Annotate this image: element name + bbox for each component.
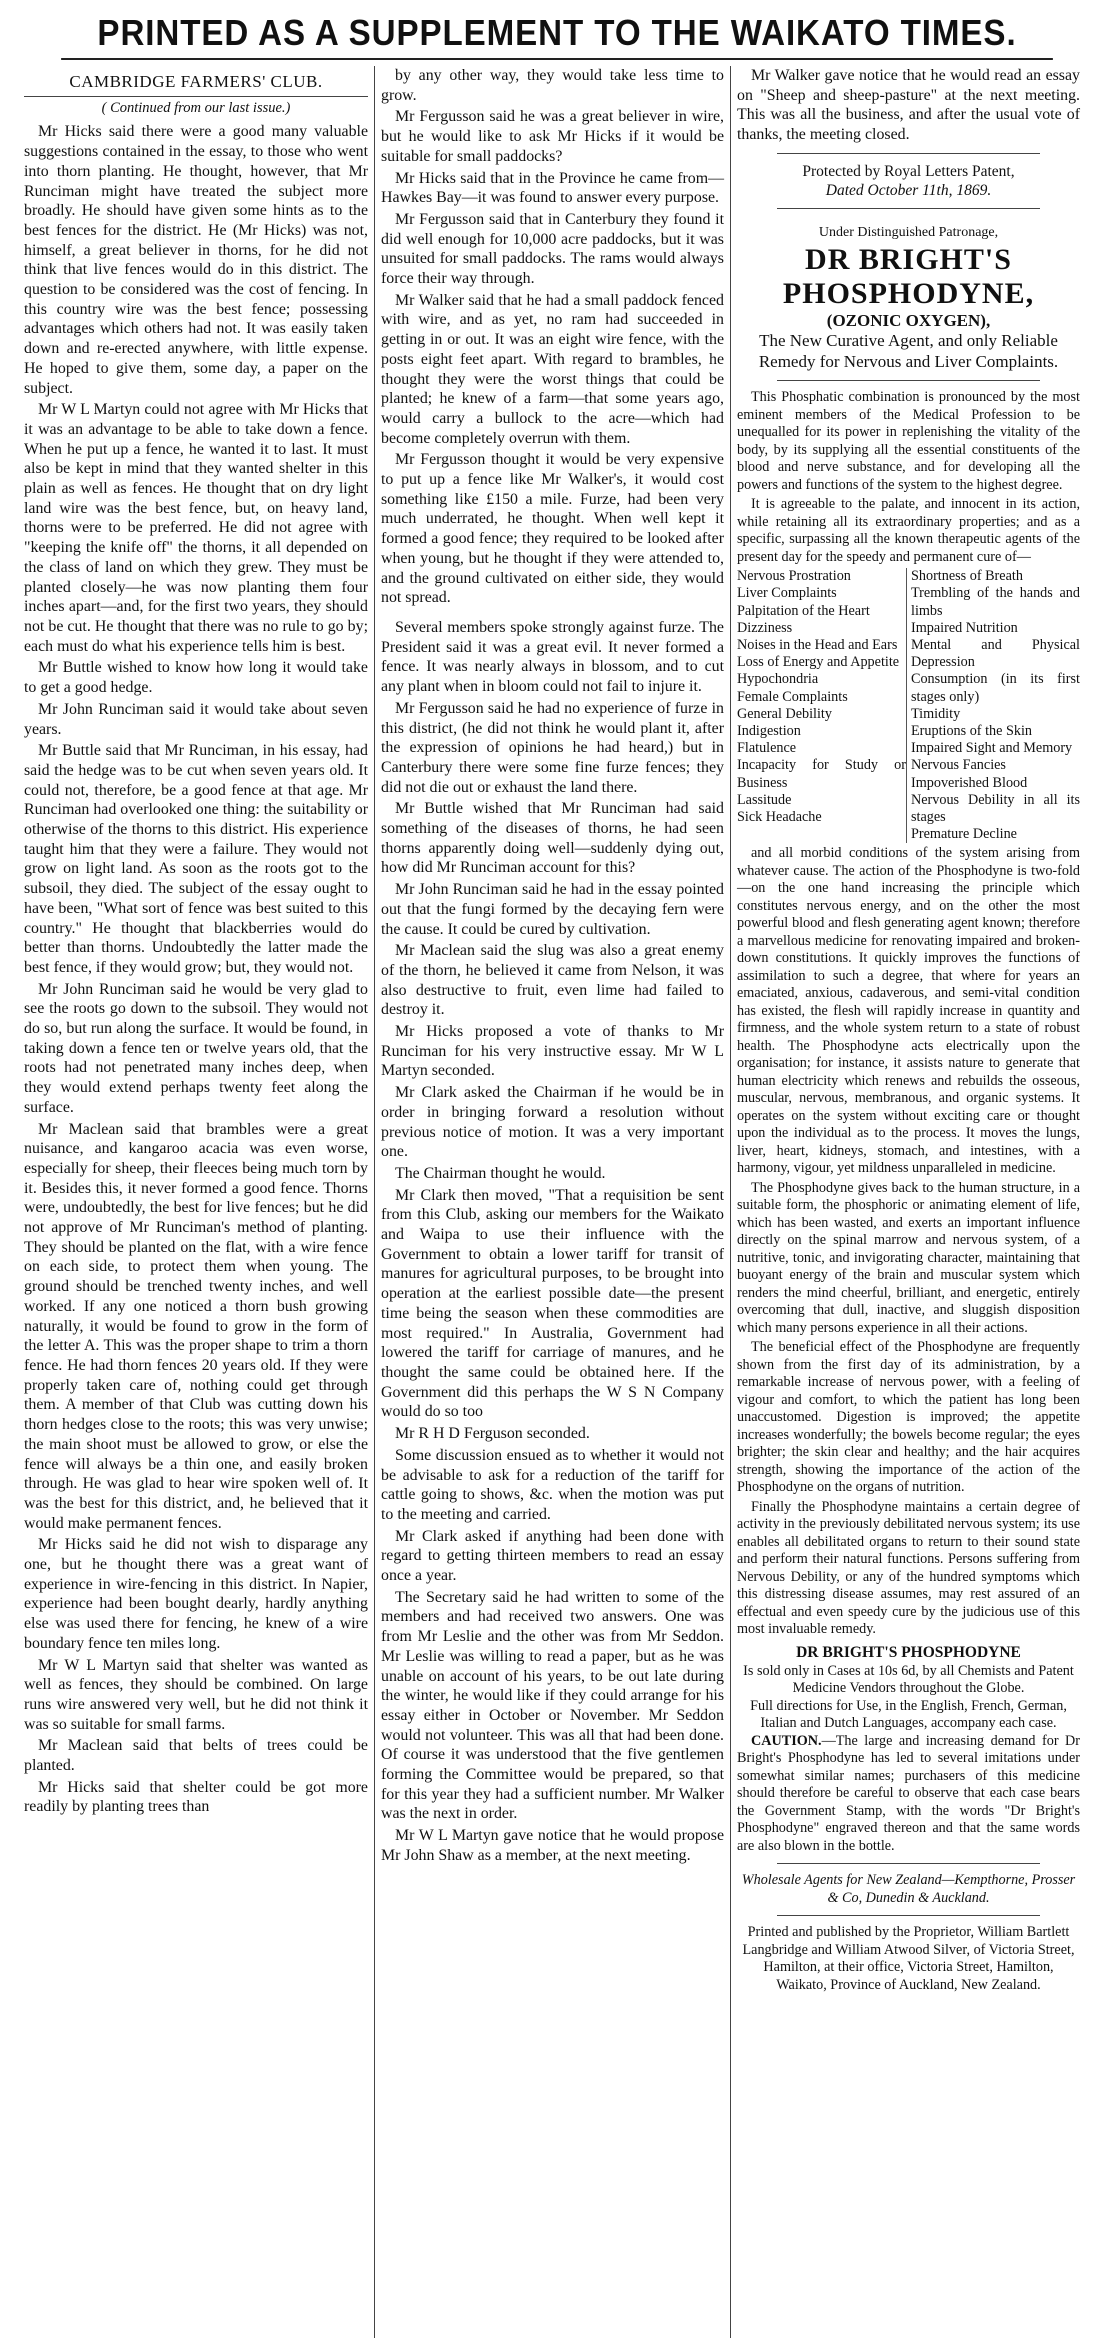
paragraph: The Secretary said he had written to some of the members and had received two answers. One was from Mr Leslie and the other was from Mr Seddon. Mr Leslie was willing to read a paper, but as he was unable on account of his years, to be out late during the winter, he would like if they could arrange for his essay either in October or November. Mr Seddon would not volunteer. This was all that had been done. Of course it was understood that the five gentlemen forming the Committee would be prepared, so that for this year they had a sufficient number. Mr Walker was the next in order. — [381, 1588, 724, 1823]
paragraph: Mr John Runciman said he had in the essay pointed out that the fungi formed by the decaying fern were the cause. It could be cured by cultivation. — [381, 881, 724, 938]
paragraph: Mr John Runciman said it would take about seven years. — [24, 700, 368, 738]
ailment-item: Nervous Debility in all its stages — [911, 791, 1080, 826]
ad-cases-title: DR BRIGHT'S PHOSPHODYNE — [796, 1643, 1021, 1661]
paragraph: Mr Clark asked if anything had been done with regard to getting thirteen members to read an essay once a year. — [381, 1527, 724, 1585]
ailment-item: Shortness of Breath — [911, 568, 1023, 585]
paragraph: Finally the Phosphodyne maintains a certain degree of activity in the previously debilitated nervous system; its use enables all debilitated organs to return to their sound state and perform their natural functions. Persons suffering from Nervous Debility, or any of the hundred symptoms which this distressing disease assumes, may rest assured of an effectual and even speedy cure by the judicious use of this most invaluable remedy. — [737, 1498, 1080, 1638]
ailment-item: Impaired Sight and Memory — [911, 740, 1073, 757]
ailment-item: Indigestion — [737, 723, 801, 740]
ailment-item: Premature Decline — [911, 826, 1017, 843]
ailment-item: Female Complaints — [737, 688, 848, 705]
article-subheading: ( Continued from our last issue.) — [101, 99, 291, 116]
ad-caution — [737, 1733, 1080, 1856]
ailment-item: Impoverished Blood — [911, 774, 1028, 791]
paragraph: Mr Walker gave notice that he would read an essay on "Sheep and sheep-pasture" at the next meeting. This was all the business, and after the usual vote of thanks, the meeting closed. — [737, 67, 1080, 144]
column-1 — [18, 66, 374, 2338]
divider — [777, 1863, 1040, 1864]
column-2 — [374, 66, 730, 2338]
ailment-item: Timidity — [911, 705, 961, 722]
ailment-item: General Debility — [737, 705, 832, 722]
ad-directions: Full directions for Use, in the English, French, German, Italian and Dutch Languages, accompany each case. — [750, 1697, 1067, 1732]
columns — [18, 66, 1096, 2338]
paragraph: Mr Maclean said that brambles were a great nuisance, and kangaroo acacia was even worse, especially for sheep, their fleeces being much torn by it. Besides this, it never formed a good fence. Thorns were, undoubtedly, the best for live fences; but he did not approve of Mr Runciman's method of planting. They should be planted on the flat, with a wire fence on each side, to protect them when young. The ground should be trenched twenty inches, and well worked. If any one noticed a thorn bush growing naturally, it would be found to grow in the form of the letter A. This was the proper shape to trim a thorn fence. He had thorn fences 20 years old. If they were properly taken care of, nothing could get through them. A member of that Club was cutting down his thorn hedges close to the roots; this was very unwise; the main shoot must be allowed to grow, or else the fence will always be a thin one, and easily broken through. He was glad to hear wire spoken well of. It was the best for this district, and, he believed that it would make permanent fences. — [24, 1120, 368, 1532]
ailment-item: Hypochondria — [737, 671, 819, 688]
ailment-item: Incapacity for Study or Business — [737, 757, 906, 791]
column-3 — [730, 66, 1086, 2338]
ad-brand: DR BRIGHT'S PHOSPHODYNE, — [782, 242, 1035, 310]
paragraph: Mr Buttle wished to know how long it would take to get a good hedge. — [24, 659, 368, 697]
article-heading: CAMBRIDGE FARMERS' CLUB. — [24, 66, 368, 97]
paragraph: It is agreeable to the palate, and innocent in its action, while retaining all its extraordinary properties; and as a specific, surpassing all the known therapeutic agents of the present day for the speedy and permanent cure of— — [737, 496, 1080, 565]
ailment-item: Sick Headache — [737, 809, 822, 826]
paragraph: Mr Buttle wished that Mr Runciman had said something of the diseases of thorns, he had seen thorns apparently doing well—suddenly dying out, how did Mr Runciman account for this? — [381, 800, 724, 877]
paragraph: Mr Maclean said the slug was also a great enemy of the thorn, he believed it came from Nelson, it was also destructive to fruit, even lime had failed to destroy it. — [381, 942, 724, 1019]
paragraph: Mr Hicks said he did not wish to disparage any one, but he thought there was a great want of experience in wire-fencing in this district. In Napier, experience had been bought dearly, hardly anything else was used there for fencing, he knew of a wire boundary fence ten miles long. — [24, 1536, 368, 1652]
divider — [777, 1915, 1040, 1916]
paragraph: The beneficial effect of the Phosphodyne are frequently shown from the first day of its administration, by a remarkable increase of nervous power, with a feeling of vigour and comfort, to which the patient has long been unaccustomed. Digestion is improved; the appetite increases wonderfully; the bowels become regular; the eyes brighter; the skin clear and healthy; and the hair acquires strength, showing the importance of the action of the Phosphodyne on the organs of nutrition. — [737, 1339, 1080, 1496]
paragraph: Mr W L Martyn could not agree with Mr Hicks that it was an advantage to be able to take down a fence. When he put up a fence, he wanted it to last. It must also be kept in mind that they wanted shelter in this plain as well as fences. He thought that on dry light land wire was the best fence, but, on heavy land, thorns were to be preferred. He did not agree with "keeping the knife off" the thorns, it all depended on the class of land on which they grew. They must be planted closely—he was now planting them four inches apart—and, for the first two years, they should not be cut. He thought that there was no rule to go by; each must do what his experience tells him is best. — [24, 401, 368, 655]
paragraph: Mr Walker said that he had a small paddock fenced with wire, and as yet, no ram had succeeded in getting in or out. It was an eight wire fence, with the posts eight feet apart. With regard to brambles, he thought they were the worst things that could be planted; he knew of a farm—that some years ago, would carry a bullock to the acre—which had become completely overrun with them. — [381, 291, 724, 447]
paragraph: The Phosphodyne gives back to the human structure, in a suitable form, the phosphoric or animating element of life, which has been wasted, and exerts an important influence directly on the spinal marrow and nervous system, of a nutritive, tonic, and invigorating character, maintaining that buoyant energy of the brain and muscular system which renders the mind cheerful, brilliant, and energetic, entirely overcoming that dull, inactive, and sluggish disposition which many persons experience in all their actions. — [737, 1179, 1080, 1336]
ailment-item: Liver Complaints — [737, 585, 837, 602]
ad-bodytext — [737, 845, 1080, 1639]
ailment-item: Flatulence — [737, 740, 797, 757]
paragraph: Mr Maclean said that belts of trees could be planted. — [24, 1737, 368, 1775]
divider — [777, 380, 1040, 381]
ailment-item: Loss of Energy and Appetite — [737, 654, 900, 671]
paragraph: Mr Hicks said that shelter could be got more readily by planting trees than — [24, 1778, 368, 1816]
divider — [777, 153, 1040, 154]
ad-tagline: The New Curative Agent, and only Reliable Remedy for Nervous and Liver Complaints. — [758, 331, 1059, 372]
masthead: PRINTED AS A SUPPLEMENT TO THE WAIKATO TIMES. — [61, 8, 1053, 60]
ailment-item: Noises in the Head and Ears — [737, 637, 898, 654]
ailment-item: Consumption (in its first stages only) — [911, 671, 1080, 705]
paragraph: Mr Hicks said that in the Province he came from—Hawkes Bay—it was found to answer every purpose. — [381, 169, 724, 207]
ad-agents: Wholesale Agents for New Zealand—Kempthorne, Prosser & Co, Dunedin & Auckland. — [741, 1872, 1076, 1906]
column-3-body — [737, 66, 1080, 145]
column-2-body — [381, 66, 724, 1866]
paragraph: Mr Fergusson said he had no experience of furze in this district, (he did not think he would plant it, after the expression of opinions he had heard,) but in Canterbury there were some fine furze fences; they did not die out or exhaust the land there. — [381, 699, 724, 796]
ad-intro — [737, 389, 1080, 566]
ailments-list — [737, 568, 1080, 843]
ailment-item: Palpitation of the Heart — [737, 602, 870, 619]
paragraph: Mr Fergusson said that in Canterbury they found it did well enough for 10,000 acre paddocks, but it was unsuited for small paddocks. The rams would always force their way through. — [381, 210, 724, 288]
ad-date: Dated October 11th, 1869. — [825, 181, 992, 199]
ailment-item: Trembling of the hands and limbs — [911, 585, 1080, 619]
divider — [777, 208, 1040, 209]
paragraph: Mr Fergusson said he was a great believer in wire, but he would like to ask Mr Hicks if it would be suitable for small paddocks? — [381, 108, 724, 165]
paragraph: Mr W L Martyn gave notice that he would propose Mr John Shaw as a member, at the next meeting. — [381, 1827, 724, 1864]
ailments-right — [906, 568, 1080, 843]
ailment-item: Mental and Physical Depression — [911, 637, 1080, 671]
paragraph: Mr John Runciman said he would be very glad to see the roots go down to the subsoil. They would not do so, but run along the surface. It would be found, in taking down a fence ten or twelve years old, that the roots had not penetrated many inches deep, when they would extend perhaps twenty feet along the surface. — [24, 980, 368, 1116]
paragraph: Mr R H D Ferguson seconded. — [395, 1425, 590, 1443]
paragraph: This Phosphatic combination is pronounced by the most eminent members of the Medical Profession to be unequalled for its power in replenishing the vitality of the body, by its supplying all the essential constituents of the blood and nerve substance, and for developing all the powers and functions of the system to the highest degree. — [737, 389, 1080, 493]
ailment-item: Impaired Nutrition — [911, 619, 1018, 636]
ad-protected: Protected by Royal Letters Patent, — [802, 162, 1015, 180]
ailment-item: Eruptions of the Skin — [911, 723, 1032, 740]
ailment-item: Dizziness — [737, 619, 793, 636]
imprint: Printed and published by the Proprietor, William Bartlett Langbridge and William Atwood Silver, of Victoria Street, Hamilton, at their office, Victoria Street, Hamilton, Waikato, Province of Auckland, New Zealand. — [742, 1924, 1075, 1993]
ad-subtitle: (OZONIC OXYGEN), — [826, 310, 991, 330]
paragraph: The Chairman thought he would. — [395, 1164, 606, 1182]
paragraph: Mr Hicks said there were a good many valuable suggestions contained in the essay, to those who went into thorn planting. He thought, however, that Mr Runciman might have treated the subject more broadly. He should have given some hints as to the best fences for the district. He (Mr Hicks) was not, himself, a great believer in thorns, for he did not think that live fences would do in this district. The question to be considered was the cost of fencing. In this country wire was the best fence; possessing advantages which others had not. It was easily taken down and re-erected anywhere, with little expense. He hoped to give them, some day, a paper on the subject. — [24, 123, 368, 397]
paragraph: Mr Buttle said that Mr Runciman, in his essay, had said the hedge was to be cut when seven years old. It could not, therefore, be a good fence at that age. Mr Runciman had overlooked one thing: the suitability or otherwise of the thorns to this district. His experience taught him that they were a failure. They would not grow on light land. As soon as the roots got to the subsoil, they died. The subject of the essay ought to have been, "What sort of fence was best suited to this country." He thought that blackberries would do better than thorns. Undoubtedly the latter made the best fence, if they would grow; but, they would not. — [24, 742, 368, 976]
paragraph: Mr Fergusson thought it would be very expensive to put up a fence like Mr Walker's, it would cost something like £150 a mile. Furze, had been very much underrated, he thought. When well kept it formed a good fence; they required to be looked after when young, but he thought if they were attended to, and the ground cultivated on either side, they would not spread. — [381, 451, 724, 607]
advertisement — [737, 162, 1080, 372]
ailment-item: Nervous Fancies — [911, 757, 1006, 774]
paragraph: Mr Clark asked the Chairman if he would be in order in bringing forward a resolution without previous notice of motion. It was a very important one. — [381, 1084, 724, 1161]
paragraph: Mr Clark then moved, "That a requisition be sent from this Club, asking our members for the Waikato and Waipa to use their influence with the Government to obtain a lower tariff for transit of manures for agricultural purposes, to be brought into operation at the earliest possible date—the present time being the season when these commodities are most required." In Australia, Government had lowered the tariff for carriage of manures, and he thought the same could be obtained here. If the Government did this perhaps the W S N Company would do so too — [381, 1186, 724, 1421]
ad-body — [737, 389, 1080, 1639]
caution-title: CAUTION. — [751, 1732, 822, 1749]
ad-patronage: Under Distinguished Patronage, — [818, 224, 999, 240]
paragraph: Mr W L Martyn said that shelter was wanted as well as fences, they should be combined. On large runs wire answered very well, but he did not think it was so suitable for small farms. — [24, 1656, 368, 1733]
paragraph: and all morbid conditions of the system arising from whatever cause. The action of the Phosphodyne is two-fold—on the one hand increasing the principle which constitutes nervous energy, and on the other the most powerful blood and flesh generating agent known; therefore a marvellous medicine for renovating impaired and broken-down constitutions. It quickly improves the functions of assimilation to such a degree, that where for years an emaciated, anxious, cadaverous, and semi-vital condition has existed, the flesh will rapidly increase in quantity and firmness, and the whole system return to a state of robust health. The Phosphodyne acts electrically upon the organisation; for instance, it assists nature to generate that human electricity which renews and rebuilds the osseous, muscular, nervous, membranous, and organic systems. It operates on the system without exciting care or thought upon the individual as to the process. It moves the lungs, liver, heart, kidneys, stomach, and intestines, with a harmony, vigour, yet mildness unparalleled in medicine. — [737, 845, 1080, 1177]
ad-cases: Is sold only in Cases at 10s 6d, by all Chemists and Patent Medicine Vendors throughout the Globe. — [743, 1662, 1074, 1697]
paragraph: Mr Hicks proposed a vote of thanks to Mr Runciman for his very instructive essay. Mr W L Martyn seconded. — [381, 1023, 724, 1080]
paragraph: by any other way, they would take less time to grow. — [381, 67, 724, 104]
paragraph: Some discussion ensued as to whether it would not be advisable to ask for a reduction of the tariff for cattle going to shows, &c. when the motion was put to the meeting and carried. — [381, 1446, 724, 1523]
ailment-item: Lassitude — [737, 791, 792, 808]
ailment-item: Nervous Prostration — [737, 568, 851, 585]
paragraph: Several members spoke strongly against furze. The President said it was a great evil. It never formed a fence. It was nearly always in blossom, and to cut any plant when in bloom could not fail to injure it. — [381, 618, 724, 696]
ailments-left — [737, 568, 906, 843]
column-1-body — [24, 122, 368, 1817]
caution-text: —The large and increasing demand for Dr Bright's Phosphodyne has led to several imitations under somewhat similar names; purchasers of this medicine should therefore be careful to observe that each case bears the Government Stamp, with the words "Dr Bright's Phosphodyne" engraved thereon and that the same words are also blown in the bottle. — [737, 1732, 1080, 1854]
